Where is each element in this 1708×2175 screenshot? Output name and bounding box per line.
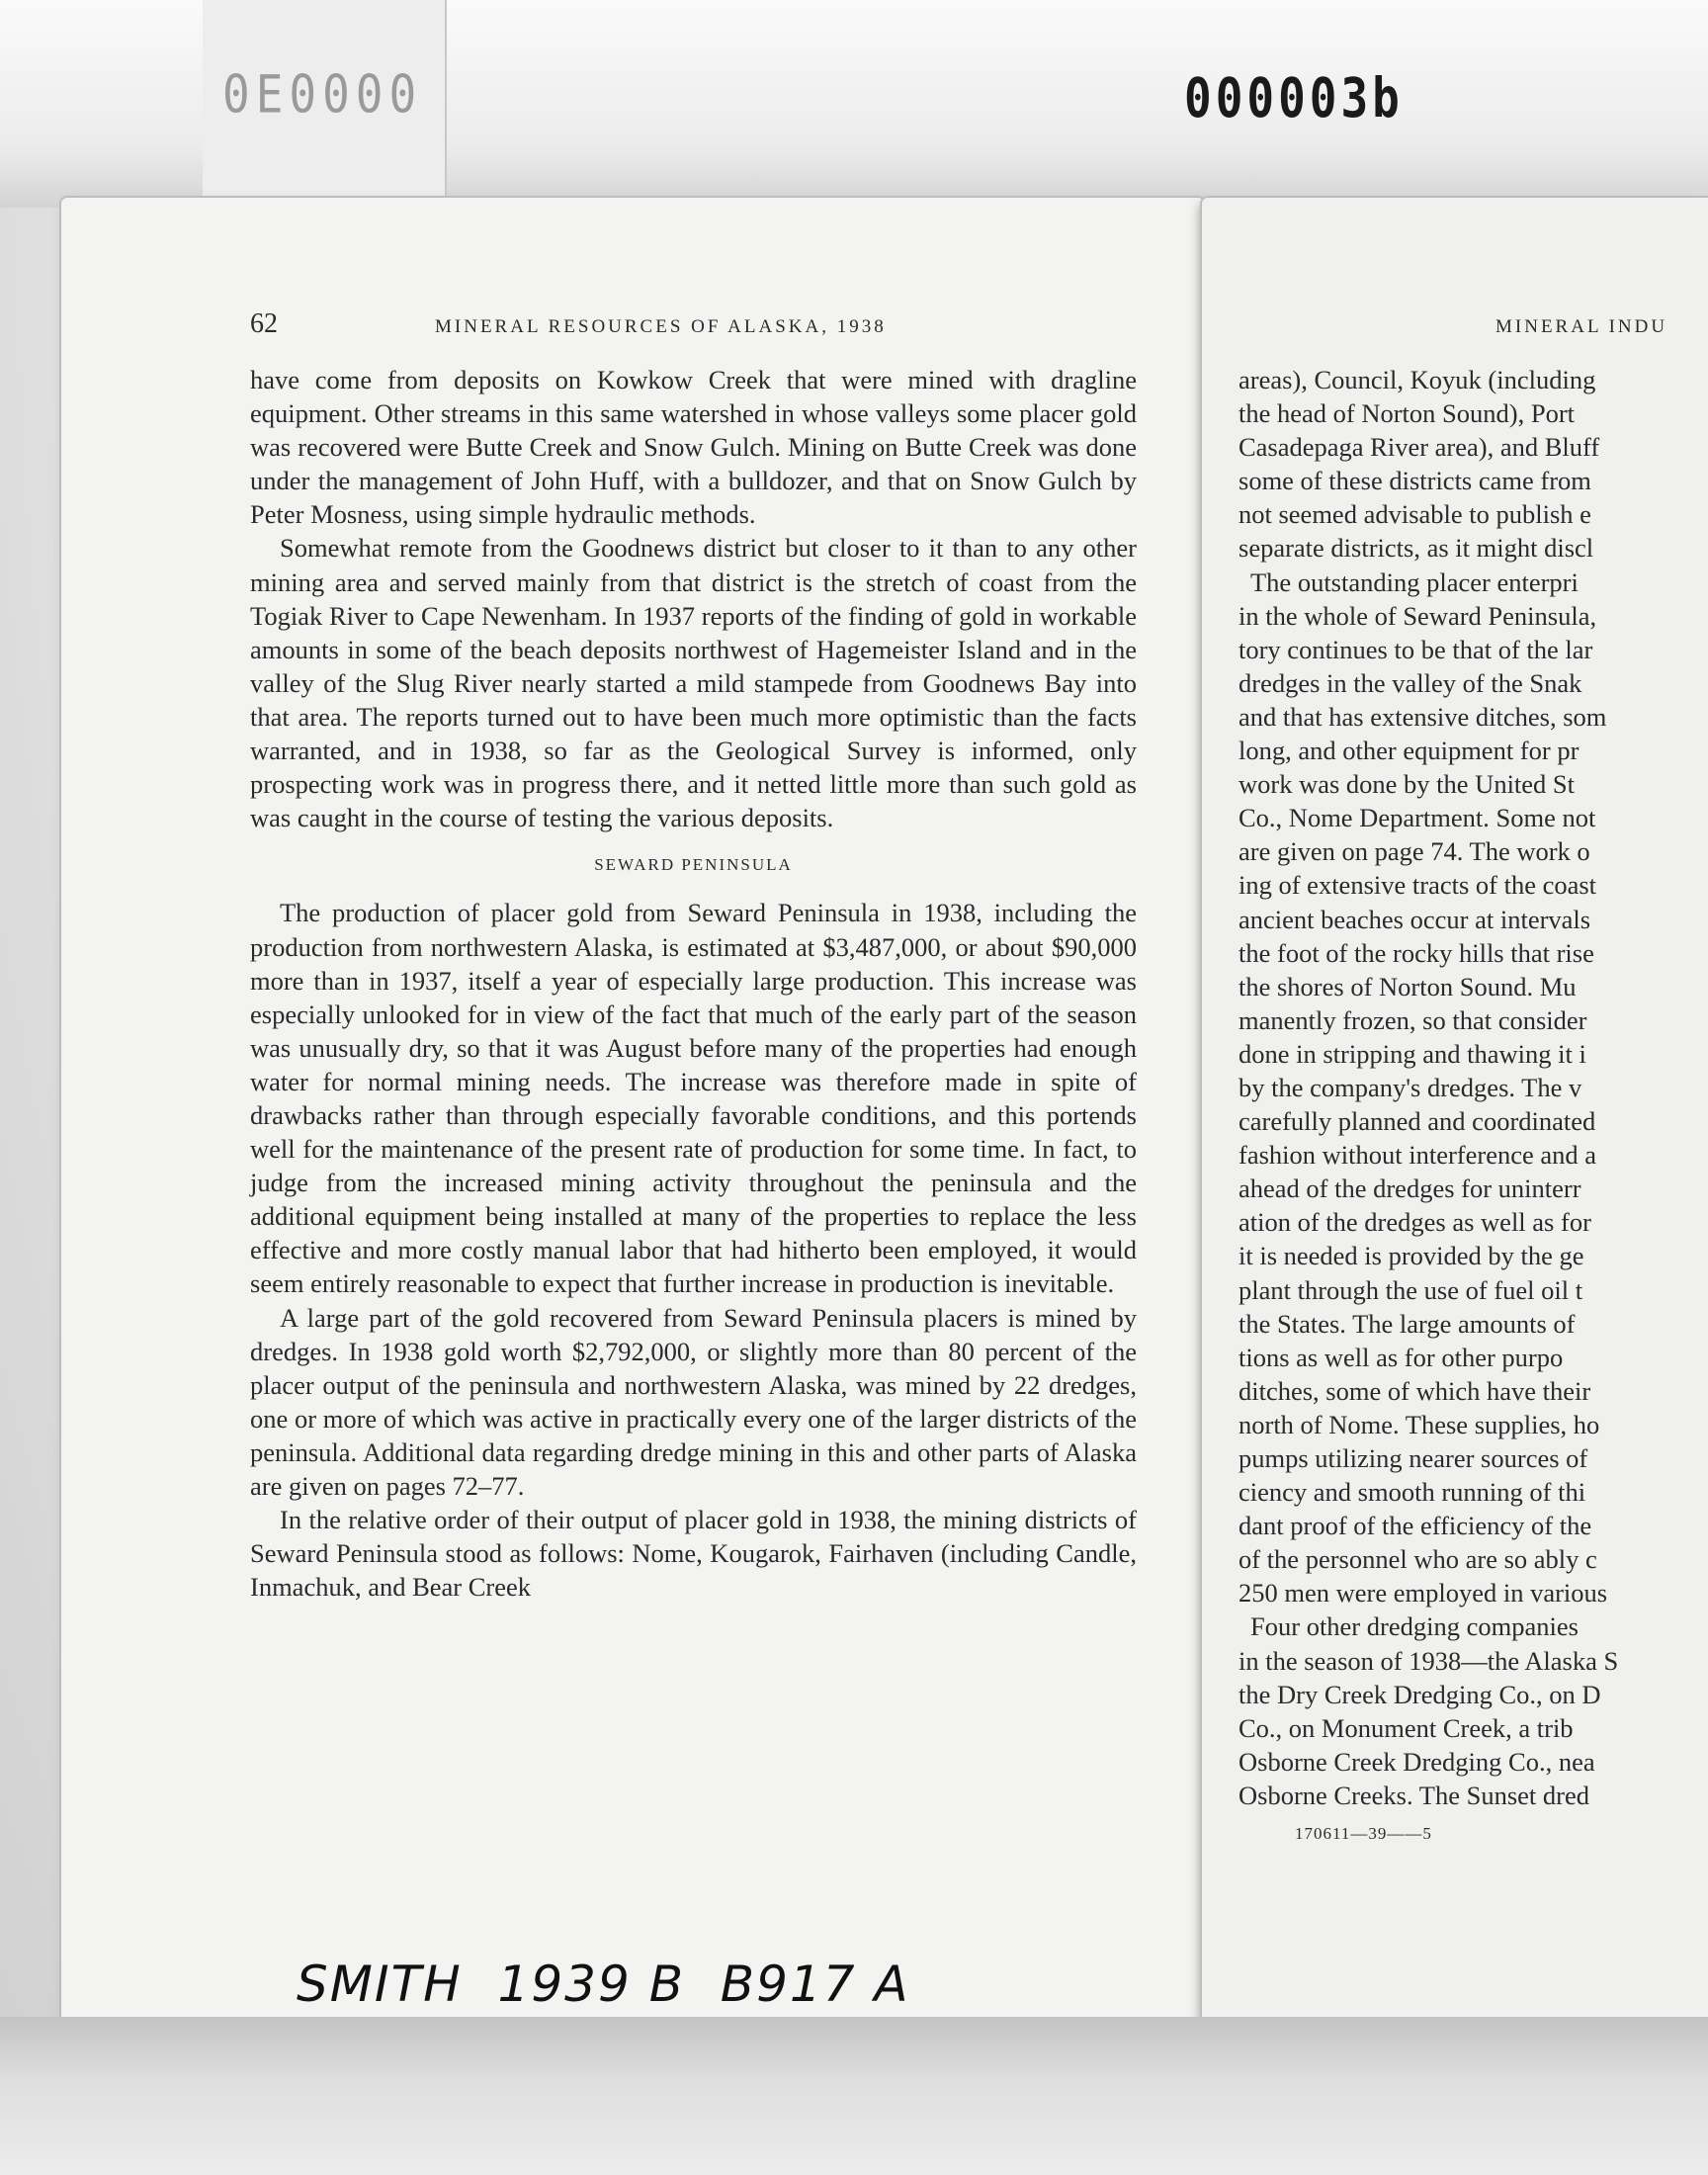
right-column-line: tory continues to be that of the lar [1238,634,1593,664]
bottom-shadow [0,2017,1708,2175]
left-text-column [250,363,1137,1604]
right-column-line: The outstanding placer enterpri [1250,566,1579,597]
right-column-line: the shores of Norton Sound. Mu [1238,971,1577,1001]
right-column-line: Co., Nome Department. Some not [1238,803,1596,833]
right-column-line: long, and other equipment for pr [1238,736,1580,766]
paragraph-2: Somewhat remote from the Goodnews district but closer to it than to any other mining area and served mainly from that district is the stretch of coast from the Togiak River to Cape Newenham. In 1937 reports of the finding of gold in workable amounts in some of the beach deposits northwest of Hagemeister Island and in the valley of the Slug River nearly started a mild stampede from Goodnews Bay into that area. The reports turned out to have been much more optimistic than the facts warranted, and in 1938, so far as the Geological Survey is informed, only prospecting work was in progress there, and it netted little more than such gold as was caught in the course of testing the various deposits. [250,533,1137,833]
stamp-number-left: 0E0000 [222,62,423,126]
right-column-line: ahead of the dredges for uninterr [1238,1174,1581,1204]
right-column-line: separate districts, as it might discl [1238,533,1594,564]
paragraph-4: A large part of the gold recovered from Seward Peninsula placers is mined by dredges. In 1938 gold worth $2,792,000, or slightly more than 80 percent of the placer output of the peninsula and northwestern Alaska, was mined by 22 dredges, one or more of which was active in practically every one of the larger districts of the peninsula. Additional data regarding dredge mining in this and other parts of Alaska are given on pages 72–77. [250,1302,1137,1501]
right-column-line: Casadepaga River area), and Bluff [1238,432,1600,463]
right-column-line: done in stripping and thawing it i [1238,1038,1586,1069]
right-column-line: in the season of 1938—the Alaska S [1238,1645,1619,1676]
right-column-line: ditches, some of which have their [1238,1375,1591,1406]
right-column-line: of the personnel who are so ably c [1238,1544,1597,1575]
right-column-line: it is needed is provided by the ge [1238,1241,1584,1271]
right-column-line: carefully planned and coordinated [1238,1106,1596,1137]
right-column-line: some of these districts came from [1238,466,1591,496]
right-column-line: pumps utilizing nearer sources of [1238,1443,1588,1473]
right-column-line: ing of extensive tracts of the coast [1238,870,1597,901]
paragraph-5: In the relative order of their output of placer gold in 1938, the mining districts of Seward Peninsula stood as follows: Nome, Kougarok, Fairhaven (including Candle, Inmachuk, and Bear Creek [250,1505,1137,1603]
right-column-line: manently frozen, so that consider [1238,1004,1587,1035]
section-heading: SEWARD PENINSULA [594,855,793,875]
handwritten-annotation: SMITH 1939 B B917 A [297,1956,910,2013]
paragraph-3: The production of placer gold from Seward Peninsula in 1938, including the production from northwestern Alaska, is estimated at $3,487,000, or about $90,000 more than in 1937, itself a year of especially large production. This increase was especially unlooked for in view of the fact that much of the early part of the season was unusually dry, so that it was August before many of the properties had enough water for normal mining needs. The increase was therefore made in spite of drawbacks rather than through especially favorable conditions, and this portends well for the maintenance of the present rate of production for some time. In fact, to judge from the increased mining activity throughout the peninsula and the additional equipment being installed at many of the properties to replace the less effective and more costly manual labor that had hitherto been employed, it would seem entirely reasonable to expect that further increase in production is inevitable. [250,898,1137,1299]
right-column-line: by the company's dredges. The v [1238,1072,1582,1102]
right-column-line: not seemed advisable to publish e [1238,499,1591,530]
right-column-line: work was done by the United St [1238,769,1576,800]
right-column-line: in the whole of Seward Peninsula, [1238,600,1597,631]
right-column-line: dredges in the valley of the Snak [1238,667,1582,698]
right-column-line: the Dry Creek Dredging Co., on D [1238,1679,1601,1709]
page-number: 62 [250,308,278,339]
right-column-line: Osborne Creeks. The Sunset dred [1238,1780,1589,1810]
right-column-line: fashion without interference and a [1238,1140,1597,1171]
right-column-line: ciency and smooth running of thi [1238,1477,1586,1508]
right-column-line: tions as well as for other purpo [1238,1342,1564,1372]
right-column-line: 250 men were employed in various [1238,1578,1608,1609]
right-column-line: Osborne Creek Dredging Co., nea [1238,1746,1595,1777]
right-text-column [1238,363,1708,1812]
right-column-line: north of Nome. These supplies, ho [1238,1409,1600,1439]
right-column-line: the States. The large amounts of [1238,1308,1576,1339]
right-column-line: Four other dredging companies [1250,1611,1579,1642]
footer-code: 170611—39——5 [1295,1824,1432,1843]
right-column-line: the foot of the rocky hills that rise [1238,937,1594,968]
right-column-line: are given on page 74. The work o [1238,836,1590,867]
right-column-line: areas), Council, Koyuk (including [1238,365,1596,394]
paragraph-1: have come from deposits on Kowkow Creek that were mined with dragline equipment. Other streams in this same watershed in whose valleys some placer gold was recovered were Butte Creek and Snow Gulch. Mining on Butte Creek was done under the management of John Huff, with a bulldozer, and that on Snow Gulch by Peter Mosness, using simple hydraulic methods. [250,365,1137,530]
right-column-line: ation of the dredges as well as for [1238,1207,1591,1238]
right-column-line: plant through the use of fuel oil t [1238,1274,1583,1305]
right-column-line: dant proof of the efficiency of the [1238,1511,1592,1541]
right-column-line: the head of Norton Sound), Port [1238,398,1576,429]
right-column-line: ancient beaches occur at intervals [1238,904,1591,934]
running-head-right: MINERAL INDU [1495,316,1668,337]
right-column-line: Co., on Monument Creek, a trib [1238,1712,1574,1743]
running-head: MINERAL RESOURCES OF ALASKA, 1938 [435,316,887,337]
stamp-number-right: 000003b [1184,65,1404,130]
right-column-line: and that has extensive ditches, som [1238,701,1607,732]
